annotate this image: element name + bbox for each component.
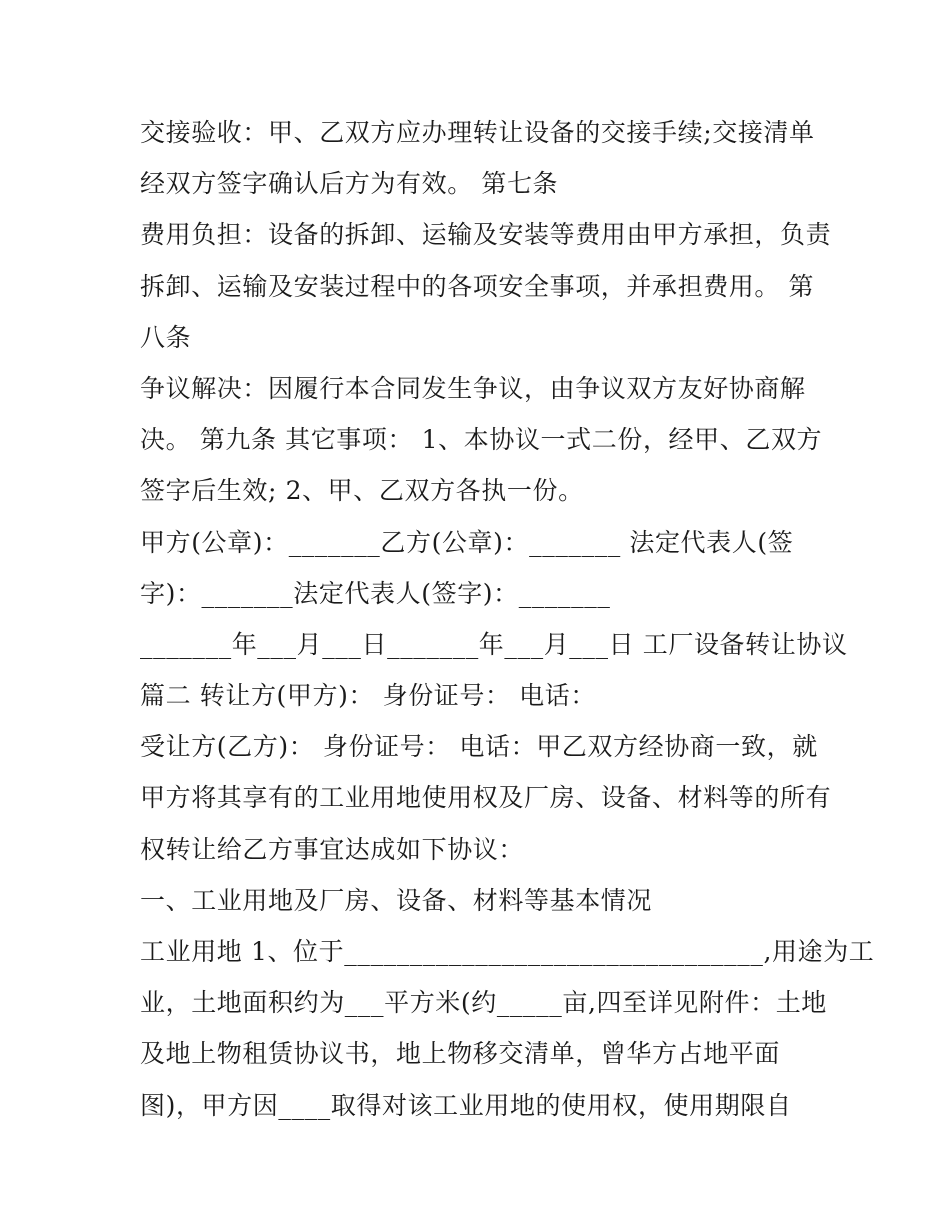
text-line-19: 及地上物租赁协议书，地上物移交清单，曾华方占地平面 xyxy=(140,1039,781,1069)
transferee-line: 受让方(乙方)： 身份证号： 电话：甲乙双方经协商一致，就 xyxy=(140,732,818,762)
text-line-1: 交接验收：甲、乙双方应办理转让设备的交接手续;交接清单 xyxy=(140,118,815,147)
text-line-8: 签字后生效; 2、甲、乙双方各执一份。 xyxy=(140,476,584,506)
signature-line-1: 甲方(公章)：_______乙方(公章)：_______ 法定代表人(签 xyxy=(140,527,794,557)
date-and-title-line: _______年___月___日_______年___月___日 工厂设备转让协议 xyxy=(140,629,848,659)
transferor-line: 篇二 转让方(甲方)： 身份证号： 电话： xyxy=(140,681,596,711)
text-line-14: 甲方将其享有的工业用地使用权及厂房、设备、材料等的所有 xyxy=(140,783,832,813)
signature-line-2: 字)：_______法定代表人(签字)：_______ xyxy=(140,578,611,608)
text-line-20: 图)，甲方因____取得对该工业用地的使用权，使用期限自 xyxy=(140,1090,792,1120)
text-line-6: 争议解决：因履行本合同发生争议，由争议双方友好协商解 xyxy=(140,373,806,403)
text-line-15: 权转让给乙方事宜达成如下协议： xyxy=(140,834,525,864)
text-line-3: 费用负担：设备的拆卸、运输及安装等费用由甲方承担，负责 xyxy=(140,220,832,250)
text-line-7: 决。 第九条 其它事项： 1、本协议一式二份，经甲、乙双方 xyxy=(140,425,823,455)
section-heading: 一、工业用地及厂房、设备、材料等基本情况 xyxy=(140,885,653,915)
text-line-18: 业，土地面积约为___平方米(约_____亩,四至详见附件：土地 xyxy=(140,988,827,1018)
text-line-5: 八条 xyxy=(140,322,192,352)
text-line-2: 经双方签字确认后方为有效。 第七条 xyxy=(140,169,559,199)
text-line-4: 拆卸、运输及安装过程中的各项安全事项，并承担费用。 第 xyxy=(140,271,815,301)
document-body xyxy=(140,107,875,1131)
text-line-17: 工业用地 1、位于________________________________,用途为工 xyxy=(140,937,875,966)
